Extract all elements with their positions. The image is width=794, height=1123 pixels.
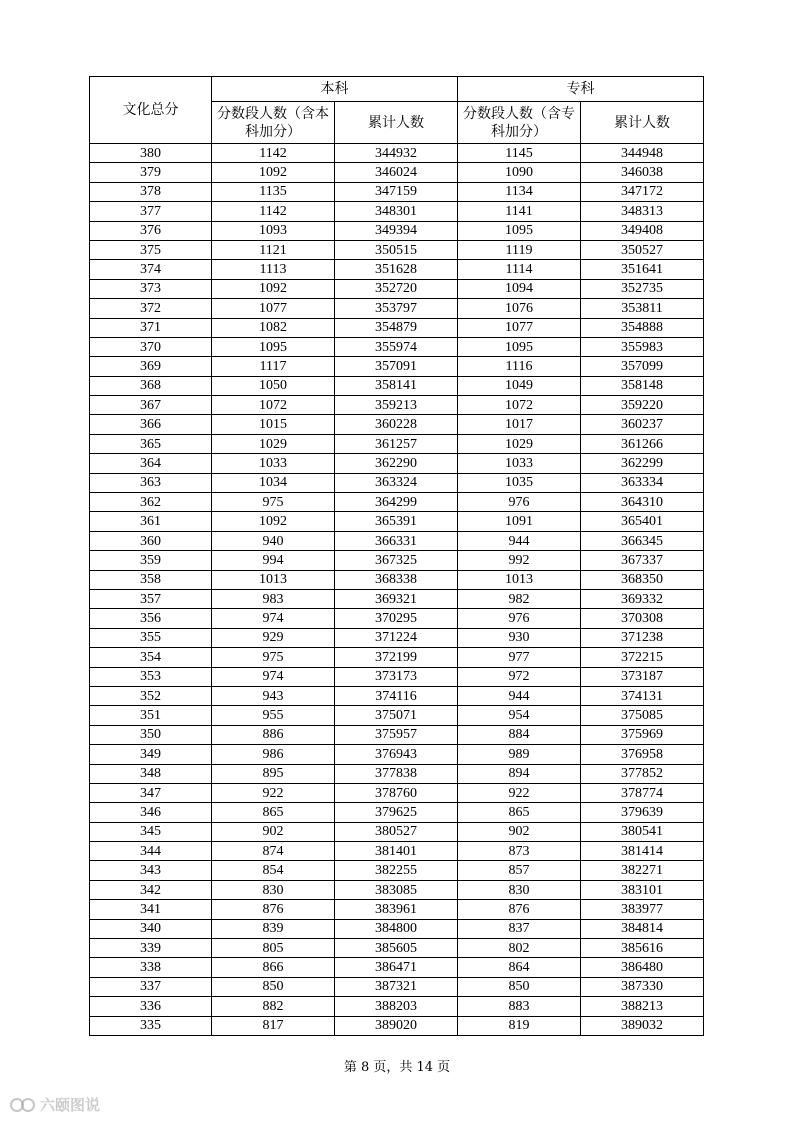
college-cumulative-cell: 359220 <box>581 396 704 415</box>
college-cumulative-header: 累计人数 <box>581 102 704 144</box>
undergrad-cumulative-cell: 349394 <box>335 221 458 240</box>
undergrad-cumulative-cell: 359213 <box>335 396 458 415</box>
undergrad-count-cell: 1015 <box>212 415 335 434</box>
college-cumulative-cell: 348313 <box>581 202 704 221</box>
college-count-cell: 989 <box>458 745 581 764</box>
table-row <box>90 357 704 376</box>
college-count-cell: 976 <box>458 609 581 628</box>
undergrad-count-cell: 1050 <box>212 376 335 395</box>
table-row <box>90 764 704 783</box>
undergrad-count-cell: 1142 <box>212 202 335 221</box>
score-cell: 378 <box>90 182 212 201</box>
score-column-header: 文化总分 <box>90 77 212 144</box>
score-cell: 343 <box>90 861 212 880</box>
score-cell: 357 <box>90 589 212 608</box>
score-cell: 350 <box>90 725 212 744</box>
undergrad-cumulative-cell: 346024 <box>335 163 458 182</box>
undergrad-group-header: 本科 <box>212 77 458 102</box>
table-row <box>90 434 704 453</box>
college-cumulative-cell: 378774 <box>581 783 704 802</box>
college-count-cell: 1095 <box>458 221 581 240</box>
college-count-cell: 1116 <box>458 357 581 376</box>
college-count-cell: 894 <box>458 764 581 783</box>
undergrad-cumulative-cell: 373173 <box>335 667 458 686</box>
college-count-cell: 1049 <box>458 376 581 395</box>
page-footer: 第 8 页，共 14 页 <box>343 1060 451 1075</box>
score-cell: 346 <box>90 803 212 822</box>
table-row <box>90 260 704 279</box>
undergrad-cumulative-cell: 382255 <box>335 861 458 880</box>
college-cumulative-cell: 362299 <box>581 454 704 473</box>
table-row <box>90 900 704 919</box>
table-row <box>90 202 704 221</box>
undergrad-count-cell: 817 <box>212 1016 335 1035</box>
college-cumulative-cell: 357099 <box>581 357 704 376</box>
college-count-cell: 865 <box>458 803 581 822</box>
college-count-cell: 1076 <box>458 299 581 318</box>
college-cumulative-cell: 387330 <box>581 977 704 996</box>
college-cumulative-cell: 380541 <box>581 822 704 841</box>
college-cumulative-cell: 351641 <box>581 260 704 279</box>
college-cumulative-cell: 375085 <box>581 706 704 725</box>
college-cumulative-cell: 375969 <box>581 725 704 744</box>
undergrad-count-cell: 830 <box>212 880 335 899</box>
undergrad-count-cell: 1092 <box>212 512 335 531</box>
college-count-cell: 1094 <box>458 279 581 298</box>
table-row <box>90 686 704 705</box>
college-count-cell: 883 <box>458 997 581 1016</box>
college-count-cell: 982 <box>458 589 581 608</box>
table-row <box>90 493 704 512</box>
table-row <box>90 551 704 570</box>
table-row <box>90 628 704 647</box>
college-cumulative-cell: 364310 <box>581 493 704 512</box>
undergrad-cumulative-cell: 385605 <box>335 939 458 958</box>
college-cumulative-cell: 388213 <box>581 997 704 1016</box>
score-cell: 342 <box>90 880 212 899</box>
table-row <box>90 240 704 259</box>
college-cumulative-cell: 354888 <box>581 318 704 337</box>
table-row <box>90 958 704 977</box>
college-cumulative-cell: 389032 <box>581 1016 704 1035</box>
college-count-cell: 1090 <box>458 163 581 182</box>
undergrad-cumulative-cell: 372199 <box>335 648 458 667</box>
undergrad-cumulative-cell: 344932 <box>335 144 458 163</box>
score-cell: 359 <box>90 551 212 570</box>
college-cumulative-cell: 371238 <box>581 628 704 647</box>
undergrad-count-cell: 805 <box>212 939 335 958</box>
undergrad-count-cell: 1092 <box>212 279 335 298</box>
undergrad-count-cell: 1117 <box>212 357 335 376</box>
college-cumulative-cell: 352735 <box>581 279 704 298</box>
score-cell: 366 <box>90 415 212 434</box>
college-cumulative-cell: 344948 <box>581 144 704 163</box>
undergrad-cumulative-cell: 369321 <box>335 589 458 608</box>
undergrad-count-cell: 882 <box>212 997 335 1016</box>
college-group-header: 专科 <box>458 77 704 102</box>
score-cell: 339 <box>90 939 212 958</box>
college-count-cell: 1033 <box>458 454 581 473</box>
table-row <box>90 783 704 802</box>
college-cumulative-cell: 367337 <box>581 551 704 570</box>
undergrad-cumulative-cell: 371224 <box>335 628 458 647</box>
table-row <box>90 609 704 628</box>
score-cell: 363 <box>90 473 212 492</box>
undergrad-cumulative-cell: 362290 <box>335 454 458 473</box>
college-count-cell: 830 <box>458 880 581 899</box>
college-count-cell: 1095 <box>458 337 581 356</box>
table-row <box>90 939 704 958</box>
college-count-cell: 1035 <box>458 473 581 492</box>
table-row <box>90 454 704 473</box>
college-count-cell: 977 <box>458 648 581 667</box>
score-cell: 344 <box>90 842 212 861</box>
undergrad-count-header: 分数段人数（含本科加分） <box>212 102 335 144</box>
table-row <box>90 182 704 201</box>
college-cumulative-cell: 366345 <box>581 531 704 550</box>
undergrad-cumulative-cell: 365391 <box>335 512 458 531</box>
undergrad-cumulative-cell: 361257 <box>335 434 458 453</box>
score-cell: 364 <box>90 454 212 473</box>
table-row <box>90 725 704 744</box>
undergrad-cumulative-header: 累计人数 <box>335 102 458 144</box>
college-count-cell: 902 <box>458 822 581 841</box>
score-cell: 368 <box>90 376 212 395</box>
table-row <box>90 977 704 996</box>
undergrad-cumulative-cell: 383961 <box>335 900 458 919</box>
table-row <box>90 997 704 1016</box>
score-cell: 351 <box>90 706 212 725</box>
table-row <box>90 376 704 395</box>
undergrad-count-cell: 850 <box>212 977 335 996</box>
college-count-cell: 1072 <box>458 396 581 415</box>
college-count-cell: 850 <box>458 977 581 996</box>
score-cell: 373 <box>90 279 212 298</box>
undergrad-count-cell: 874 <box>212 842 335 861</box>
undergrad-cumulative-cell: 366331 <box>335 531 458 550</box>
table-row <box>90 415 704 434</box>
undergrad-cumulative-cell: 357091 <box>335 357 458 376</box>
undergrad-cumulative-cell: 379625 <box>335 803 458 822</box>
watermark <box>10 1094 100 1115</box>
undergrad-cumulative-cell: 380527 <box>335 822 458 841</box>
college-count-header: 分数段人数（含专科加分） <box>458 102 581 144</box>
college-cumulative-cell: 349408 <box>581 221 704 240</box>
undergrad-count-cell: 994 <box>212 551 335 570</box>
score-cell: 375 <box>90 240 212 259</box>
undergrad-count-cell: 986 <box>212 745 335 764</box>
table-row <box>90 144 704 163</box>
score-cell: 355 <box>90 628 212 647</box>
college-cumulative-cell: 383101 <box>581 880 704 899</box>
college-cumulative-cell: 361266 <box>581 434 704 453</box>
undergrad-cumulative-cell: 383085 <box>335 880 458 899</box>
score-cell: 341 <box>90 900 212 919</box>
college-count-cell: 1114 <box>458 260 581 279</box>
score-cell: 361 <box>90 512 212 531</box>
undergrad-count-cell: 902 <box>212 822 335 841</box>
table-row <box>90 570 704 589</box>
college-cumulative-cell: 353811 <box>581 299 704 318</box>
undergrad-count-cell: 955 <box>212 706 335 725</box>
undergrad-count-cell: 983 <box>212 589 335 608</box>
college-count-cell: 1029 <box>458 434 581 453</box>
score-cell: 379 <box>90 163 212 182</box>
undergrad-cumulative-cell: 351628 <box>335 260 458 279</box>
college-cumulative-cell: 381414 <box>581 842 704 861</box>
undergrad-count-cell: 1077 <box>212 299 335 318</box>
undergrad-count-cell: 974 <box>212 609 335 628</box>
undergrad-cumulative-cell: 384800 <box>335 919 458 938</box>
undergrad-cumulative-cell: 375957 <box>335 725 458 744</box>
college-count-cell: 1134 <box>458 182 581 201</box>
undergrad-cumulative-cell: 353797 <box>335 299 458 318</box>
college-count-cell: 992 <box>458 551 581 570</box>
score-cell: 349 <box>90 745 212 764</box>
undergrad-count-cell: 975 <box>212 493 335 512</box>
undergrad-count-cell: 1135 <box>212 182 335 201</box>
college-count-cell: 1145 <box>458 144 581 163</box>
undergrad-cumulative-cell: 374116 <box>335 686 458 705</box>
college-count-cell: 1119 <box>458 240 581 259</box>
table-row <box>90 299 704 318</box>
score-cell: 360 <box>90 531 212 550</box>
college-count-cell: 819 <box>458 1016 581 1035</box>
undergrad-cumulative-cell: 348301 <box>335 202 458 221</box>
score-cell: 347 <box>90 783 212 802</box>
score-cell: 338 <box>90 958 212 977</box>
undergrad-cumulative-cell: 377838 <box>335 764 458 783</box>
college-count-cell: 884 <box>458 725 581 744</box>
undergrad-count-cell: 895 <box>212 764 335 783</box>
score-cell: 371 <box>90 318 212 337</box>
undergrad-count-cell: 1142 <box>212 144 335 163</box>
score-cell: 337 <box>90 977 212 996</box>
score-cell: 380 <box>90 144 212 163</box>
college-count-cell: 876 <box>458 900 581 919</box>
college-count-cell: 1017 <box>458 415 581 434</box>
undergrad-count-cell: 1033 <box>212 454 335 473</box>
undergrad-count-cell: 943 <box>212 686 335 705</box>
college-cumulative-cell: 379639 <box>581 803 704 822</box>
undergrad-count-cell: 1034 <box>212 473 335 492</box>
undergrad-cumulative-cell: 355974 <box>335 337 458 356</box>
undergrad-cumulative-cell: 350515 <box>335 240 458 259</box>
table-body <box>90 144 704 1036</box>
undergrad-cumulative-cell: 363324 <box>335 473 458 492</box>
college-count-cell: 873 <box>458 842 581 861</box>
college-cumulative-cell: 363334 <box>581 473 704 492</box>
table-row <box>90 279 704 298</box>
score-cell: 348 <box>90 764 212 783</box>
undergrad-cumulative-cell: 370295 <box>335 609 458 628</box>
score-cell: 374 <box>90 260 212 279</box>
undergrad-cumulative-cell: 360228 <box>335 415 458 434</box>
score-cell: 340 <box>90 919 212 938</box>
college-cumulative-cell: 385616 <box>581 939 704 958</box>
college-count-cell: 954 <box>458 706 581 725</box>
score-cell: 362 <box>90 493 212 512</box>
college-count-cell: 1141 <box>458 202 581 221</box>
watermark-text: 六颐图说 <box>40 1096 101 1114</box>
undergrad-cumulative-cell: 387321 <box>335 977 458 996</box>
undergrad-cumulative-cell: 378760 <box>335 783 458 802</box>
table-row <box>90 337 704 356</box>
table-row <box>90 880 704 899</box>
score-cell: 369 <box>90 357 212 376</box>
table-row <box>90 667 704 686</box>
undergrad-count-cell: 929 <box>212 628 335 647</box>
score-cell: 370 <box>90 337 212 356</box>
table-row <box>90 745 704 764</box>
undergrad-cumulative-cell: 364299 <box>335 493 458 512</box>
score-cell: 376 <box>90 221 212 240</box>
table-row <box>90 512 704 531</box>
college-count-cell: 857 <box>458 861 581 880</box>
college-cumulative-cell: 350527 <box>581 240 704 259</box>
college-cumulative-cell: 374131 <box>581 686 704 705</box>
college-cumulative-cell: 384814 <box>581 919 704 938</box>
undergrad-count-cell: 1072 <box>212 396 335 415</box>
table-row <box>90 822 704 841</box>
undergrad-cumulative-cell: 358141 <box>335 376 458 395</box>
college-cumulative-cell: 346038 <box>581 163 704 182</box>
undergrad-cumulative-cell: 386471 <box>335 958 458 977</box>
table-row <box>90 803 704 822</box>
table-row <box>90 648 704 667</box>
table-row <box>90 163 704 182</box>
score-cell: 377 <box>90 202 212 221</box>
college-count-cell: 972 <box>458 667 581 686</box>
undergrad-count-cell: 1029 <box>212 434 335 453</box>
undergrad-count-cell: 865 <box>212 803 335 822</box>
table-row <box>90 473 704 492</box>
score-cell: 345 <box>90 822 212 841</box>
college-count-cell: 1077 <box>458 318 581 337</box>
undergrad-count-cell: 839 <box>212 919 335 938</box>
college-count-cell: 864 <box>458 958 581 977</box>
table-row <box>90 531 704 550</box>
college-count-cell: 802 <box>458 939 581 958</box>
score-cell: 358 <box>90 570 212 589</box>
undergrad-cumulative-cell: 375071 <box>335 706 458 725</box>
undergrad-count-cell: 1082 <box>212 318 335 337</box>
college-cumulative-cell: 376958 <box>581 745 704 764</box>
undergrad-count-cell: 940 <box>212 531 335 550</box>
college-cumulative-cell: 370308 <box>581 609 704 628</box>
score-distribution-table <box>89 76 704 1036</box>
undergrad-cumulative-cell: 367325 <box>335 551 458 570</box>
score-cell: 367 <box>90 396 212 415</box>
table-row <box>90 589 704 608</box>
table-row <box>90 396 704 415</box>
college-count-cell: 1013 <box>458 570 581 589</box>
score-cell: 335 <box>90 1016 212 1035</box>
college-cumulative-cell: 369332 <box>581 589 704 608</box>
college-cumulative-cell: 358148 <box>581 376 704 395</box>
header-row-groups <box>90 77 704 102</box>
score-cell: 354 <box>90 648 212 667</box>
undergrad-cumulative-cell: 352720 <box>335 279 458 298</box>
college-cumulative-cell: 368350 <box>581 570 704 589</box>
score-cell: 356 <box>90 609 212 628</box>
score-cell: 352 <box>90 686 212 705</box>
table-row <box>90 842 704 861</box>
college-count-cell: 1091 <box>458 512 581 531</box>
undergrad-count-cell: 1121 <box>212 240 335 259</box>
table-row <box>90 706 704 725</box>
undergrad-count-cell: 876 <box>212 900 335 919</box>
score-cell: 336 <box>90 997 212 1016</box>
undergrad-count-cell: 1095 <box>212 337 335 356</box>
undergrad-count-cell: 1113 <box>212 260 335 279</box>
college-count-cell: 976 <box>458 493 581 512</box>
undergrad-cumulative-cell: 388203 <box>335 997 458 1016</box>
college-cumulative-cell: 355983 <box>581 337 704 356</box>
undergrad-count-cell: 1092 <box>212 163 335 182</box>
college-cumulative-cell: 383977 <box>581 900 704 919</box>
college-count-cell: 922 <box>458 783 581 802</box>
undergrad-count-cell: 975 <box>212 648 335 667</box>
undergrad-cumulative-cell: 347159 <box>335 182 458 201</box>
undergrad-cumulative-cell: 381401 <box>335 842 458 861</box>
college-cumulative-cell: 347172 <box>581 182 704 201</box>
college-cumulative-cell: 386480 <box>581 958 704 977</box>
table-header <box>90 77 704 144</box>
college-cumulative-cell: 373187 <box>581 667 704 686</box>
undergrad-count-cell: 1013 <box>212 570 335 589</box>
score-cell: 353 <box>90 667 212 686</box>
watermark-logo-icon <box>10 1097 36 1113</box>
college-count-cell: 944 <box>458 686 581 705</box>
score-cell: 365 <box>90 434 212 453</box>
table-row <box>90 861 704 880</box>
table-row <box>90 318 704 337</box>
undergrad-count-cell: 922 <box>212 783 335 802</box>
undergrad-count-cell: 1093 <box>212 221 335 240</box>
college-count-cell: 930 <box>458 628 581 647</box>
score-cell: 372 <box>90 299 212 318</box>
college-count-cell: 944 <box>458 531 581 550</box>
college-count-cell: 837 <box>458 919 581 938</box>
college-cumulative-cell: 365401 <box>581 512 704 531</box>
college-cumulative-cell: 372215 <box>581 648 704 667</box>
college-cumulative-cell: 360237 <box>581 415 704 434</box>
undergrad-cumulative-cell: 368338 <box>335 570 458 589</box>
undergrad-count-cell: 854 <box>212 861 335 880</box>
table-row <box>90 919 704 938</box>
undergrad-cumulative-cell: 354879 <box>335 318 458 337</box>
undergrad-count-cell: 886 <box>212 725 335 744</box>
table-row <box>90 221 704 240</box>
undergrad-cumulative-cell: 389020 <box>335 1016 458 1035</box>
undergrad-count-cell: 866 <box>212 958 335 977</box>
undergrad-cumulative-cell: 376943 <box>335 745 458 764</box>
college-cumulative-cell: 382271 <box>581 861 704 880</box>
table-row <box>90 1016 704 1035</box>
undergrad-count-cell: 974 <box>212 667 335 686</box>
college-cumulative-cell: 377852 <box>581 764 704 783</box>
